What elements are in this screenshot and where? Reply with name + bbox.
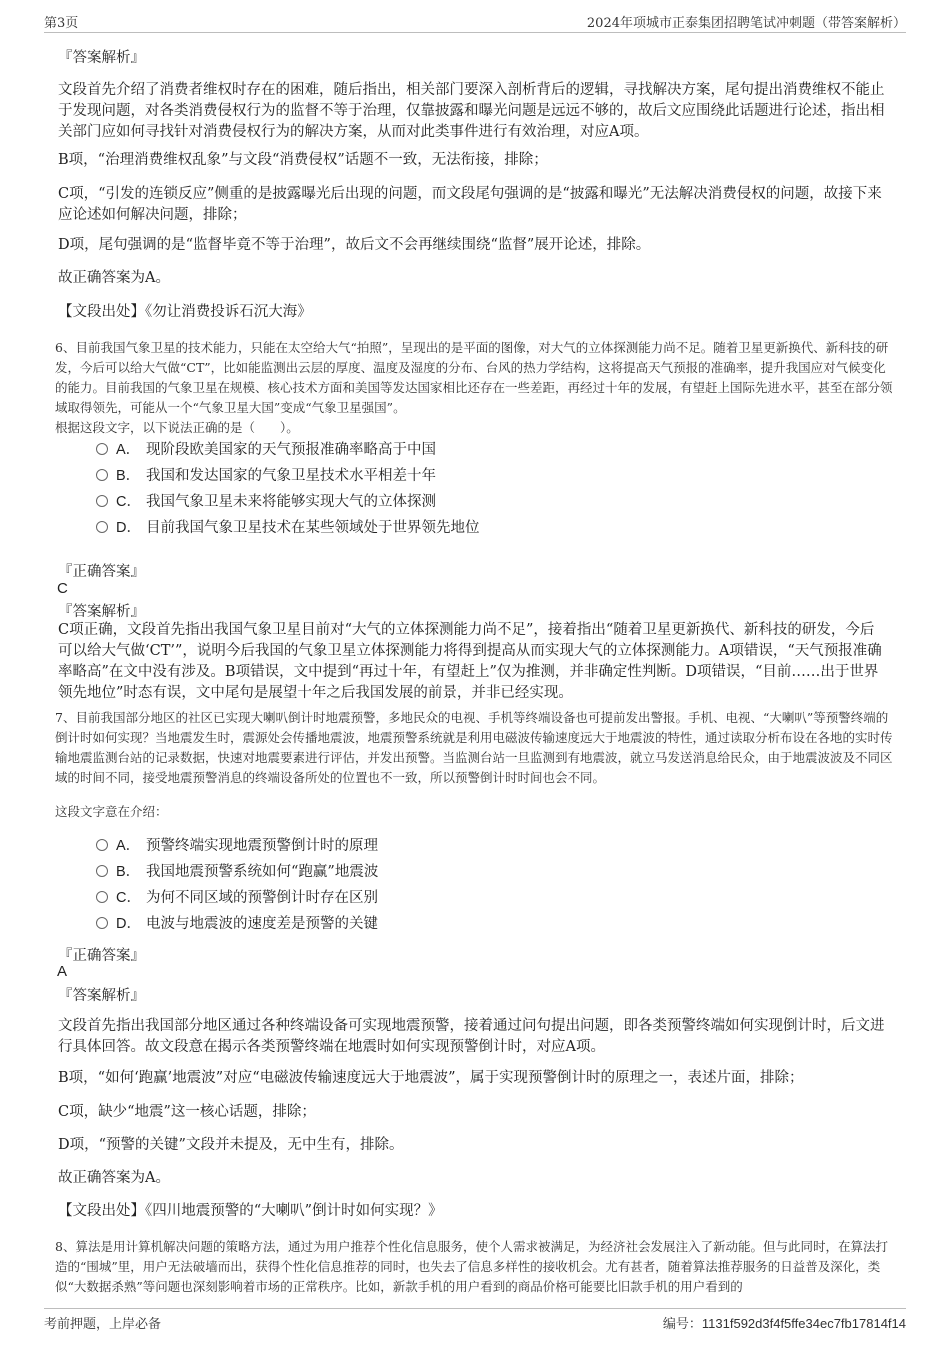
q7-answer-label: 『正确答案』 bbox=[58, 948, 145, 964]
q6-option-b[interactable]: B． 我国和发达国家的气象卫星技术水平相差十年 bbox=[96, 464, 436, 488]
page-header bbox=[44, 12, 906, 33]
radio-button-icon[interactable] bbox=[96, 495, 108, 507]
q7-option-d-explanation: D项，“预警的关键”文段并未提及，无中生有，排除。 bbox=[58, 1137, 404, 1153]
q7-option-b[interactable]: B． 我国地震预警系统如何“跑赢”地震波 bbox=[96, 860, 378, 884]
q7-analysis-paragraph: 文段首先指出我国部分地区通过各种终端设备可实现地震预警，接着通过问句提出问题，即各类预警终端如何实现倒计时，后文进行具体回答。故文段意在揭示各类预警终端在地震时如何实现预警倒计时，对应A项。 bbox=[58, 1018, 885, 1055]
q6-analysis: C项正确，文段首先指出我国气象卫星目前对“大气的立体探测能力尚不足”，接着指出“随着卫星更新换代、新科技的研发，今后可以给大气做‘CT’”，说明今后我国的气象卫星立体探测能力将得到提高从而实现大气的立体探测能力。A项错误，“天气预报准确率略高”在文中没有涉及。B项错误，文中提到“再过十年，有望赶上”仅为推测，并非确定性判断。D项错误，“目前……出于世界领先地位”时态有误，文中尾句是展望十年之后我国发展的前景，并非已经实现。 bbox=[58, 622, 882, 701]
q6-option-d[interactable]: D． 目前我国气象卫星技术在某些领域处于世界领先地位 bbox=[96, 516, 480, 540]
q7-option-c[interactable]: C． 为何不同区域的预警倒计时存在区别 bbox=[96, 886, 378, 910]
q6-answer-label: 『正确答案』 bbox=[58, 564, 145, 580]
q5-option-d-explanation: D项，尾句强调的是“监督毕竟不等于治理”，故后文不会再继续围绕“监督”展开论述，排除。 bbox=[58, 237, 651, 253]
radio-button-icon[interactable] bbox=[96, 917, 108, 929]
q5-analysis-label: 『答案解析』 bbox=[58, 50, 145, 66]
q6-stem: 6、目前我国气象卫星的技术能力，只能在太空给大气“拍照”，呈现出的是平面的图像，对大气的立体探测能力尚不足。随着卫星更新换代、新科技的研发，今后可以给大气做“CT”，比如能监测出云层的厚度、温度及湿度的分布、台风的热力学结构，这将提高天气预报的准确率，提升我国应对气候变化的能力。目前我国的气象卫星在规模、核心技术方面和美国等发达国家相比还存在一些差距，再经过十年的发展，有望赶上国际先进水平，甚至在部分领域取得领先，可能从一个“气象卫星大国”变成“气象卫星强国”。 bbox=[55, 340, 893, 415]
q6-analysis-label: 『答案解析』 bbox=[58, 604, 145, 620]
radio-button-icon[interactable] bbox=[96, 865, 108, 877]
q6-option-a[interactable]: A． 现阶段欧美国家的天气预报准确率略高于中国 bbox=[96, 438, 436, 462]
q7-source: 【文段出处】《四川地震预警的“大喇叭”倒计时如何实现？》 bbox=[58, 1203, 443, 1219]
q7-option-b-explanation: B项，“如何‘跑赢’地震波”对应“电磁波传输速度远大于地震波”，属于实现预警倒计时的原理之一，表述片面，排除； bbox=[58, 1070, 804, 1086]
document-code: 编号：1131f592d3f4f5ffe34ec7fb17814f14 bbox=[662, 1316, 906, 1331]
q7-analysis-label: 『答案解析』 bbox=[58, 988, 145, 1004]
q6-correct-answer: C bbox=[57, 580, 68, 597]
radio-button-icon[interactable] bbox=[96, 443, 108, 455]
q7-conclusion: 故正确答案为A。 bbox=[58, 1170, 170, 1186]
q7-option-d[interactable]: D． 电波与地震波的速度差是预警的关键 bbox=[96, 912, 378, 936]
q8-stem: 8、算法是用计算机解决问题的策略方法，通过为用户推荐个性化信息服务，使个人需求被满足，为经济社会发展注入了新动能。但与此同时，在算法打造的“围城”里，用户无法破墙而出，获得个性化信息推荐的同时，也失去了信息多样性的接收机会。尤有甚者，随着算法推荐服务的日益普及深化，类似“大数据杀熟”等问题也深刻影响着市场的正常秩序。比如，新款手机的用户看到的商品价格可能要比旧款手机的用户看到的 bbox=[55, 1239, 888, 1294]
radio-button-icon[interactable] bbox=[96, 469, 108, 481]
q5-option-b-explanation: B项，“治理消费维权乱象”与文段“消费侵权”话题不一致，无法衔接，排除； bbox=[58, 152, 548, 168]
q7-correct-answer: A bbox=[57, 963, 68, 980]
radio-button-icon[interactable] bbox=[96, 891, 108, 903]
q5-conclusion: 故正确答案为A。 bbox=[58, 270, 170, 286]
page-number: 第3页 bbox=[44, 16, 79, 31]
footer-slogan: 考前押题，上岸必备 bbox=[44, 1317, 162, 1332]
q7-option-a[interactable]: A． 预警终端实现地震预警倒计时的原理 bbox=[96, 834, 378, 858]
q6-question: 根据这段文字，以下说法正确的是（ ）。 bbox=[55, 420, 299, 435]
q7-option-c-explanation: C项，缺少“地震”这一核心话题，排除； bbox=[58, 1104, 316, 1120]
document-title: 2024年项城市正泰集团招聘笔试冲刺题（带答案解析） bbox=[586, 16, 906, 31]
q7-stem: 7、目前我国部分地区的社区已实现大喇叭倒计时地震预警，多地民众的电视、手机等终端设备也可提前发出警报。手机、电视、“大喇叭”等预警终端的倒计时如何实现？当地震发生时，震源处会传播地震波，地震预警系统就是利用电磁波传输速度远大于地震波的特性，通过读取分析布设在各地的实时传输地震监测台站的记录数据，快速对地震要素进行评估，并发出预警。当监测台站一旦监测到有地震波，就立马发送消息给民众，由于地震波波及不同区域的时间不同，接受地震预警消息的终端设备所处的位置也不一致，所以预警倒计时时间也会不同。 bbox=[55, 710, 893, 785]
q5-source: 【文段出处】《勿让消费投诉石沉大海》 bbox=[58, 304, 312, 320]
q7-question: 这段文字意在介绍： bbox=[55, 804, 168, 819]
q6-option-c[interactable]: C． 我国气象卫星未来将能够实现大气的立体探测 bbox=[96, 490, 436, 514]
q5-option-c-explanation: C项，“引发的连锁反应”侧重的是披露曝光后出现的问题，而文段尾句强调的是“披露和曝光”无法解决消费侵权的问题，故接下来应论述如何解决问题，排除； bbox=[58, 186, 882, 223]
radio-button-icon[interactable] bbox=[96, 521, 108, 533]
radio-button-icon[interactable] bbox=[96, 839, 108, 851]
q5-analysis-paragraph: 文段首先介绍了消费者维权时存在的困难，随后指出，相关部门要深入剖析背后的逻辑，寻找解决方案，尾句提出消费维权不能止于发现问题，对各类消费侵权行为的监督不等于治理，仅靠披露和曝光问题是远远不够的，故后文应围绕此话题进行论述，指出相关部门应如何寻找针对消费侵权行为的解决方案，从而对此类事件进行有效治理，对应A项。 bbox=[58, 82, 885, 140]
page-footer bbox=[44, 1308, 906, 1331]
